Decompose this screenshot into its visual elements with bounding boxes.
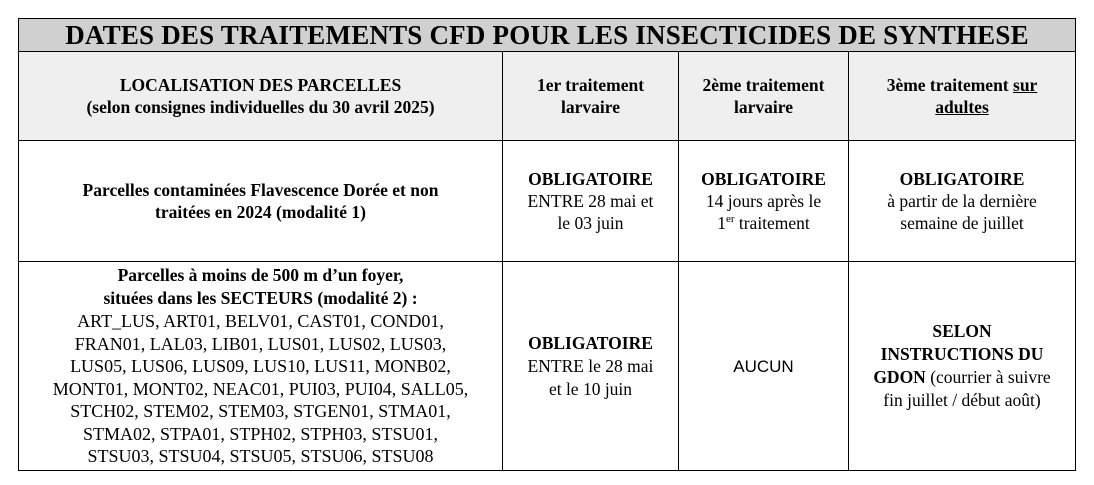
row1-treatment-1-status: OBLIGATOIRE [528, 169, 653, 189]
row1-localisation-line1: Parcelles contaminées Flavescence Dorée et non [82, 180, 439, 200]
header-treatment-2-line2: larvaire [734, 97, 793, 117]
header-treatment-3-underlined-1: sur [1013, 75, 1038, 95]
header-localisation [19, 52, 503, 141]
table-row-modalite-1 [19, 141, 1076, 262]
row1-treatment-3 [849, 141, 1076, 262]
sector-list [25, 310, 496, 468]
row1-treatment-2-superscript: er [725, 213, 735, 226]
row2-treatment-1-line1: ENTRE le 28 mai [527, 355, 654, 376]
row1-treatment-1 [503, 141, 679, 262]
row2-treatment-3-line2: INSTRUCTIONS DU [880, 344, 1044, 364]
header-treatment-3-underlined-2: adultes [935, 97, 989, 117]
row2-treatment-2 [679, 262, 849, 471]
row2-treatment-3-line3-rest: (courrier à suivre [925, 367, 1051, 387]
header-treatment-1-line2: larvaire [561, 97, 620, 117]
table-row-modalite-2 [19, 262, 1076, 471]
row1-treatment-1-line1: ENTRE 28 mai et [527, 191, 654, 211]
row2-treatment-3-line4: fin juillet / début août) [883, 390, 1041, 410]
row1-treatment-3-status: OBLIGATOIRE [899, 169, 1025, 189]
row1-treatment-2-line1: 14 jours après le [705, 191, 822, 211]
row1-localisation-line2: traitées en 2024 (modalité 1) [155, 202, 366, 222]
row1-treatment-3-line2: semaine de juillet [900, 213, 1024, 233]
row1-treatment-2 [679, 141, 849, 262]
sector-line: LUS05, LUS06, LUS09, LUS10, LUS11, MONB02, [70, 356, 451, 377]
table-title: DATES DES TRAITEMENTS CFD POUR LES INSECTICIDES DE SYNTHESE [19, 19, 1076, 52]
row2-localisation-line2: situées dans les SECTEURS (modalité 2) : [103, 288, 418, 309]
header-treatment-3 [849, 52, 1076, 141]
sector-line: STSU03, STSU04, STSU05, STSU06, STSU08 [87, 446, 434, 467]
row2-treatment-3-gdon: GDON [873, 367, 926, 387]
row1-treatment-2-rest: traitement [734, 213, 810, 233]
row1-treatment-1-line2: le 03 juin [557, 213, 624, 233]
header-treatment-3-line1 [855, 74, 1069, 96]
row2-treatment-2-value: AUCUN [733, 356, 794, 376]
header-row [19, 52, 1076, 141]
header-treatment-2 [679, 52, 849, 141]
treatment-dates-table [18, 18, 1076, 471]
row2-localisation-line1: Parcelles à moins de 500 m d’un foyer, [117, 265, 404, 286]
sector-line: MONT01, MONT02, NEAC01, PUI03, PUI04, SALL05, [52, 378, 469, 399]
sector-line: STCH02, STEM02, STEM03, STGEN01, STMA01, [70, 401, 451, 422]
header-treatment-3-prefix: 3ème traitement [886, 75, 1014, 95]
row1-treatment-2-line2 [685, 212, 842, 234]
row2-treatment-3-line3 [855, 366, 1069, 389]
header-treatment-1-line1: 1er traitement [536, 75, 645, 95]
sector-line: STMA02, STPA01, STPH02, STPH03, STSU01, [83, 423, 438, 444]
row2-treatment-1-line2: et le 10 juin [548, 378, 633, 399]
header-treatment-1 [503, 52, 679, 141]
row1-treatment-2-number: 1 [717, 213, 726, 233]
row2-treatment-3 [849, 262, 1076, 471]
row2-treatment-1 [503, 262, 679, 471]
row1-treatment-2-status: OBLIGATOIRE [701, 169, 826, 189]
header-treatment-2-line1: 2ème traitement [702, 75, 825, 95]
row2-treatment-3-line1: SELON [932, 321, 992, 341]
row2-localisation [19, 262, 503, 471]
row1-treatment-3-line1: à partir de la dernière [887, 191, 1037, 211]
header-localisation-subtitle: (selon consignes individuelles du 30 avril 2025) [86, 97, 435, 117]
sector-line: ART_LUS, ART01, BELV01, CAST01, COND01, [77, 311, 444, 332]
row1-localisation [19, 141, 503, 262]
sector-line: FRAN01, LAL03, LIB01, LUS01, LUS02, LUS03, [74, 333, 447, 354]
row2-treatment-1-status: OBLIGATOIRE [528, 332, 653, 353]
header-localisation-title: LOCALISATION DES PARCELLES [119, 75, 402, 95]
